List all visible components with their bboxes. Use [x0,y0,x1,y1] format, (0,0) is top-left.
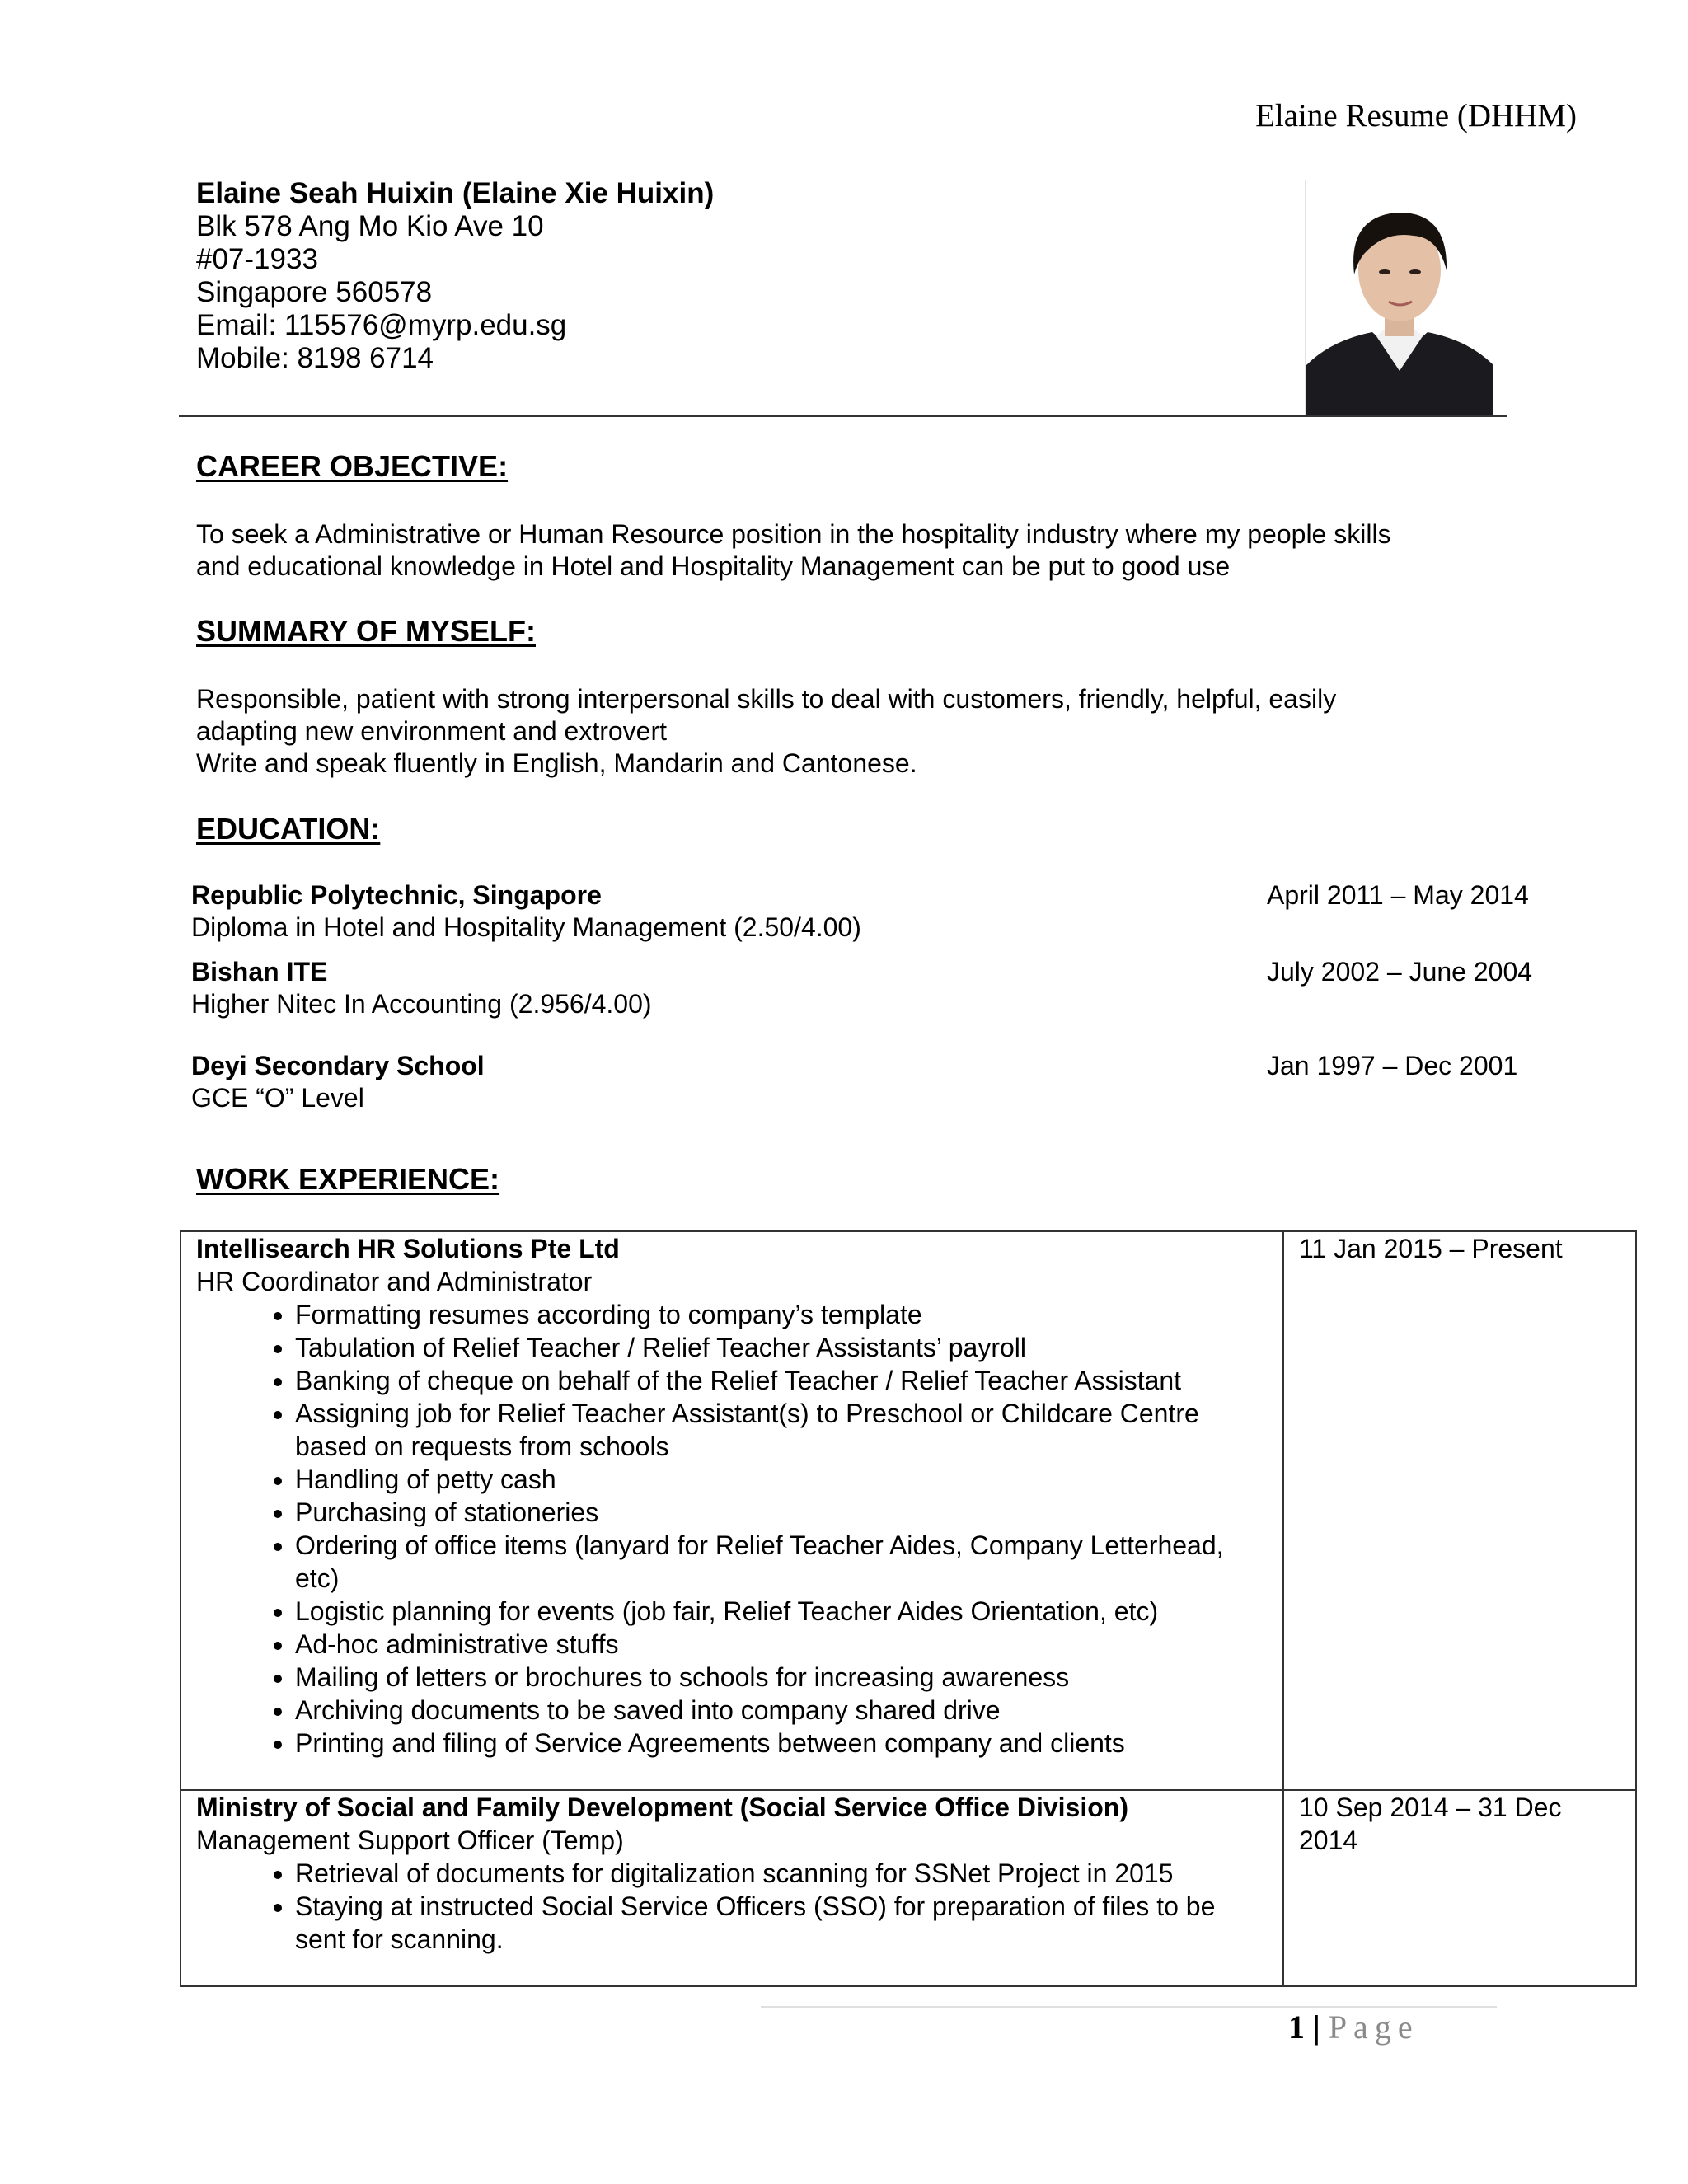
job-duty: • Archiving documents to be saved into company shared drive [295,1694,1268,1727]
job-role: Management Support Officer (Temp) [196,1825,624,1855]
page-label: Page [1328,2008,1419,2046]
summary-text [196,683,1336,780]
job-duty: • Retrieval of documents for digitalization scanning for SSNet Project in 2015 [295,1857,1268,1890]
summary-heading: SUMMARY OF MYSELF: [196,614,536,648]
job-duties-list [196,1298,1268,1760]
address-line-1: Blk 578 Ang Mo Kio Ave 10 [196,210,544,242]
job-duty: • Ad-hoc administrative stuffs [295,1628,1268,1661]
education-dates: April 2011 – May 2014 [1267,880,1529,910]
education-heading: EDUCATION: [196,812,381,846]
document-header-title: Elaine Resume (DHHM) [1255,98,1577,134]
job-duties-list [196,1857,1268,1956]
job-row [181,1790,1636,1986]
career-objective-heading: CAREER OBJECTIVE: [196,449,509,483]
summary-line-2: adapting new environment and extrovert [196,716,668,746]
job-duty: • Handling of petty cash [295,1463,1268,1496]
summary-line-3: Write and speak fluently in English, Mandarin and Cantonese. [196,748,917,778]
work-experience-heading: WORK EXPERIENCE: [196,1162,500,1196]
mobile: Mobile: 8198 6714 [196,342,434,374]
education-institution: Bishan ITE [191,957,328,987]
job-duty: • Staying at instructed Social Service Officers (SSO) for preparation of files to be sent for scanning. [295,1890,1268,1956]
job-role: HR Coordinator and Administrator [196,1267,593,1296]
page-number: 1 [1288,2008,1305,2046]
job-duty: • Mailing of letters or brochures to schools for increasing awareness [295,1661,1268,1694]
education-detail: Higher Nitec In Accounting (2.956/4.00) [191,989,652,1019]
job-company: Ministry of Social and Family Development (Social Service Office Division) [196,1793,1128,1822]
work-experience-table [180,1230,1637,1987]
page-footer [1288,2008,1419,2046]
career-objective-text [196,518,1391,583]
email: Email: 115576@myrp.edu.sg [196,309,567,341]
address-line-3: Singapore 560578 [196,276,433,308]
job-dates: 10 Sep 2014 – 31 Dec 2014 [1299,1793,1562,1855]
job-dates-cell [1283,1231,1636,1790]
job-duty: • Logistic planning for events (job fair, Relief Teacher Aides Orientation, etc) [295,1595,1268,1628]
address-line-2: #07-1933 [196,243,318,275]
job-duty: • Assigning job for Relief Teacher Assistant(s) to Preschool or Childcare Centre based on requests from schools [295,1397,1268,1463]
page-separator: | [1305,2008,1329,2046]
profile-photo [1305,180,1493,415]
education-institution: Republic Polytechnic, Singapore [191,880,602,910]
career-objective-line-2: and educational knowledge in Hotel and Hospitality Management can be put to good use [196,551,1231,581]
job-row [181,1231,1636,1790]
education-institution: Deyi Secondary School [191,1051,485,1080]
job-dates-cell [1283,1790,1636,1986]
job-details-cell [181,1790,1283,1986]
job-duty: • Printing and filing of Service Agreements between company and clients [295,1727,1268,1760]
job-duty: • Banking of cheque on behalf of the Relief Teacher / Relief Teacher Assistant [295,1364,1268,1397]
header-divider [179,415,1507,417]
education-dates: Jan 1997 – Dec 2001 [1267,1051,1518,1080]
job-duty: • Formatting resumes according to company’s template [295,1298,1268,1331]
job-duty: • Ordering of office items (lanyard for Relief Teacher Aides, Company Letterhead, etc) [295,1529,1268,1595]
job-details-cell [181,1231,1283,1790]
career-objective-line-1: To seek a Administrative or Human Resource position in the hospitality industry where my people skills [196,519,1391,549]
candidate-name: Elaine Seah Huixin (Elaine Xie Huixin) [196,177,715,209]
education-dates: July 2002 – June 2004 [1267,957,1533,987]
education-detail: GCE “O” Level [191,1083,364,1113]
summary-line-1: Responsible, patient with strong interpersonal skills to deal with customers, friendly, helpful, easily [196,684,1337,714]
job-company: Intellisearch HR Solutions Pte Ltd [196,1234,620,1263]
contact-block [196,177,714,375]
job-duty: • Tabulation of Relief Teacher / Relief Teacher Assistants’ payroll [295,1331,1268,1364]
job-duty: • Purchasing of stationeries [295,1496,1268,1529]
education-detail: Diploma in Hotel and Hospitality Management (2.50/4.00) [191,912,861,942]
job-dates: 11 Jan 2015 – Present [1299,1234,1563,1263]
